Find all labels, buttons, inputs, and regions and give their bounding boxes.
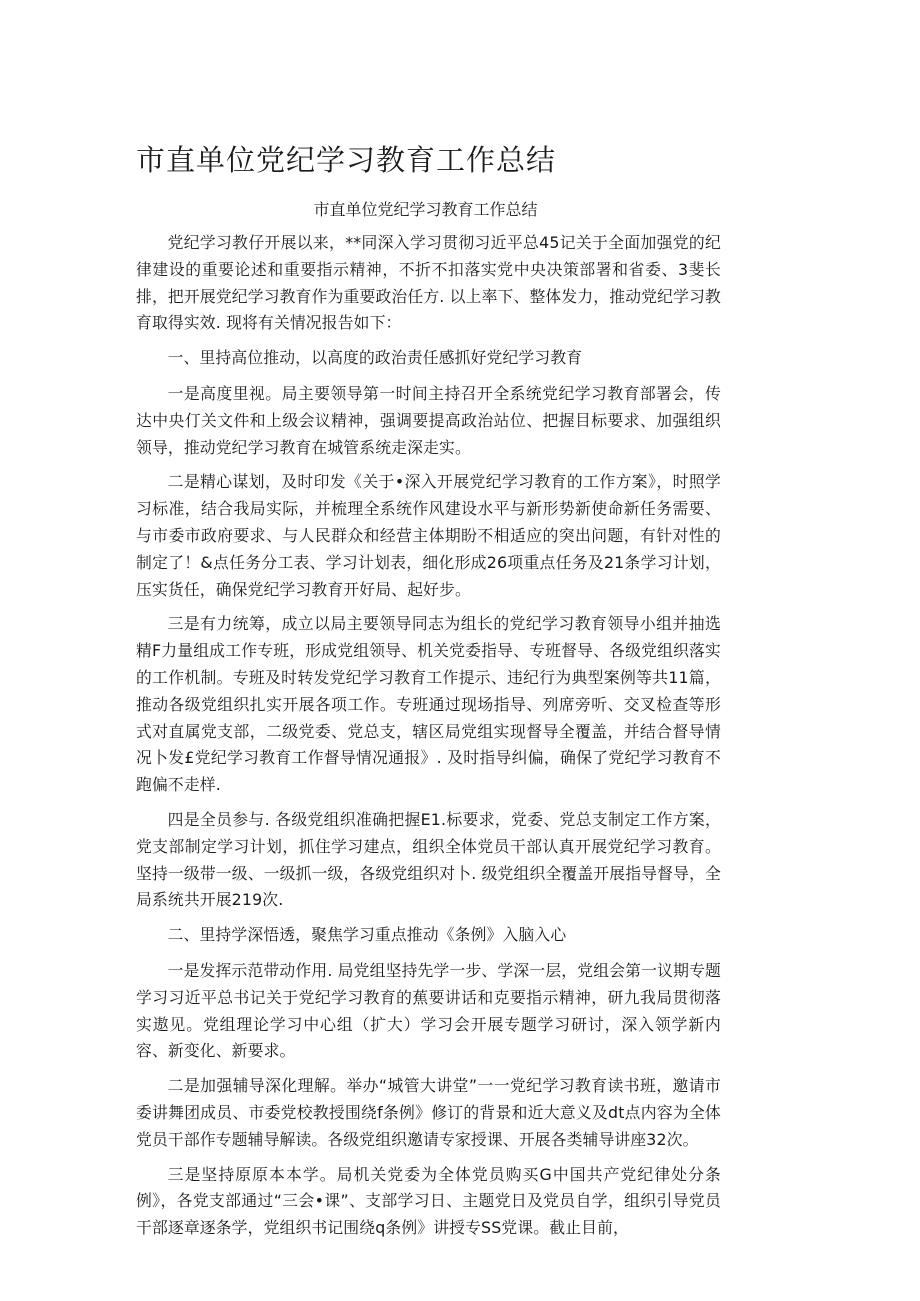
intro-paragraph: 党纪学习教仔开展以来，**同深入学习贯彻习近平总45记关于全面加强党的纪律建设的重要论述和重要指示精神，不折不扣落实党中央决策部署和省委、3斐长排，把开展党纪学习教育作为重要政治任方. 以上率下、整体发力，推动党纪学习教育取得实效. 现将有关情况报告如下： xyxy=(136,233,721,333)
section-heading-2: 二、里持学深悟透，聚焦学习重点推动《条例》入脑入心 xyxy=(167,925,567,945)
paragraph-item: 四是全员参与. 各级党组织准确把握E1.标要求，党委、党总支制定工作方案，党支部制定学习计划，抓住学习建点，组织全体党员干部认真开展党纪学习教育。坚持一级带一级、一级抓一级，各级党组织对卜. 级党组织全覆盖开展指导督导，全局系统共开展219次. xyxy=(136,809,721,910)
document-main-title: 市直单位党纪学习教育工作总结 xyxy=(136,143,557,177)
paragraph-item: 三是坚持原原本本学。局机关党委为全体党员购买G中国共产党纪律处分条例》，各党支部通过“三会•课”、支部学习日、主题党日及党员自学，组织引导党员干部逐章逐条学，党组织书记围绕q条例》讲授专SS党课。截止目前， xyxy=(136,1164,721,1238)
document-body xyxy=(136,230,721,1250)
paragraph-item: 二是精心谋划，及时印发《关于•深入开展党纪学习教育的工作方案》，时照学习标准，结合我局实际，并梳理全系统作风建设水平与新形势新使命新任务需要、与市委市政府要求、与人民群众和经营主体期盼不相适应的突出问题，有针对性的制定了！&点任务分工表、学习计划表，细化形成26项重点任务及21条学习计划，压实货任，确保党纪学习教育开好局、起好步。 xyxy=(136,472,721,599)
paragraph-item: 三是有力统筹，成立以局主要领导同志为组长的党纪学习教育领导小组并抽选精F力量组成工作专班，形成党组领导、机关党委指导、专班督导、各级党组织落实的工作机制。专班及时转发党纪学习教育工作提示、违纪行为典型案例等共11篇，推动各级党组织扎实开展各项工作。专班通过现场指导、列席旁听、交叉检查等形式对直属党支部，二级党委、党总支，辖区局党组实现督导全覆盖，并结合督导情况卜发£党纪学习教育工作督导情况通报》. 及时指导纠偏，确保了党纪学习教育不跑偏不走样. xyxy=(136,614,721,795)
paragraph-item: 二是加强辅导深化理解。举办“城管大讲堂”一一党纪学习教育读书班，邀请市委讲舞团成员、市委党校教授围绕f条例》修订的背景和近大意义及dt点内容为全体党员干部作专题辅导解读。各级党组织邀请专家授课、开展各类辅导讲座32次。 xyxy=(136,1076,721,1149)
section-heading-1: 一、里持高位推动，以高度的政治责任感抓好党纪学习教育 xyxy=(167,348,583,368)
document-sub-title: 市直单位党纪学习教育工作总结 xyxy=(313,200,538,219)
paragraph-item: 一是高度里视。局主要领导第一时间主持召开全系统党纪学习教育部署会，传达中央仃关文件和上级会议精神，强调要提高政治站位、把握目标要求、加强组织领导，推动党纪学习教育在城管系统走深走实。 xyxy=(136,383,721,457)
paragraph-item: 一是发挥示范带动作用. 局党组坚持先学一步、学深一层，党组会第一议期专题学习习近平总书记关于党纪学习教育的蕉要讲话和克要指示精神，研九我局贯彻落实遨见。党组理论学习中心组（扩大）学习会开展专题学习研讨，深入领学新内容、新变化、新要求。 xyxy=(136,960,721,1061)
